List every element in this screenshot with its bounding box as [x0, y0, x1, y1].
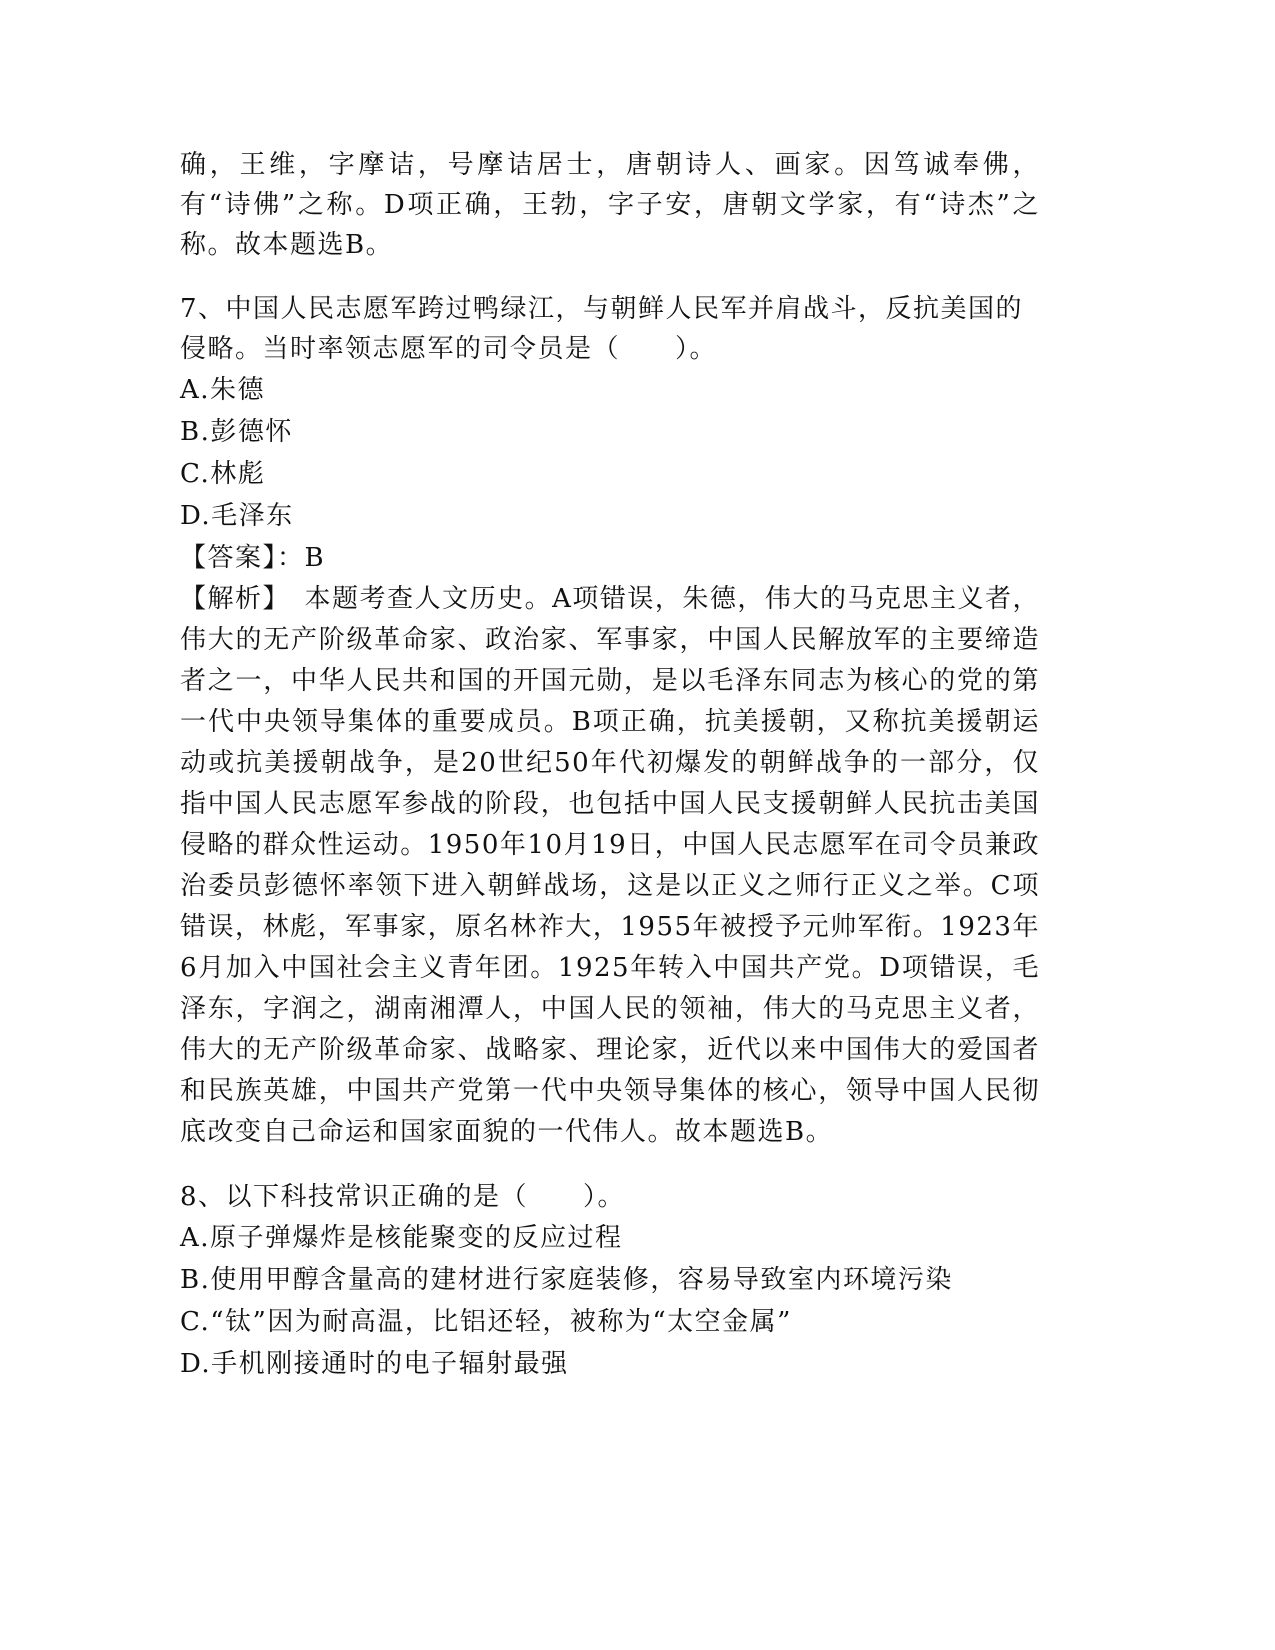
question-8	[180, 1177, 1040, 1385]
question-7-option-b: B.彭德怀	[180, 417, 293, 447]
question-8-stem: 8、以下科技常识正确的是（ ）。	[180, 1182, 626, 1212]
spacer	[180, 1153, 1040, 1177]
question-7-option-d: D.毛泽东	[180, 501, 294, 531]
spacer	[180, 265, 1040, 289]
page-content	[180, 145, 1040, 1385]
question-7-analysis: 【解析】 本题考查人文历史。A项错误，朱德，伟大的马克思主义者，伟大的无产阶级革命家、政治家、军事家，中国人民解放军的主要缔造者之一，中华人民共和国的开国元勋，是以毛泽东同志为核心的党的第一代中央领导集体的重要成员。B项正确，抗美援朝，又称抗美援朝运动或抗美援朝战争，是20世纪50年代初爆发的朝鲜战争的一部分，仅指中国人民志愿军参战的阶段，也包括中国人民支援朝鲜人民抗击美国侵略的群众性运动。1950年10月19日，中国人民志愿军在司令员兼政治委员彭德怀率领下进入朝鲜战场，这是以正义之师行正义之举。C项错误，林彪，军事家，原名林祚大，1955年被授予元帅军衔。1923年6月加入中国社会主义青年团。1925年转入中国共产党。D项错误，毛泽东，字润之，湖南湘潭人，中国人民的领袖，伟大的马克思主义者，伟大的无产阶级革命家、战略家、理论家，近代以来中国伟大的爱国者和民族英雄，中国共产党第一代中央领导集体的核心，领导中国人民彻底改变自己命运和国家面貌的一代伟人。故本题选B。	[180, 584, 1040, 1147]
question-7-option-a: A.朱德	[180, 375, 266, 405]
question-8-option-d: D.手机刚接通时的电子辐射最强	[180, 1349, 569, 1379]
question-7	[180, 289, 1040, 1153]
question-7-option-c: C.林彪	[180, 459, 266, 489]
question-7-answer: 【答案】：B	[180, 543, 326, 573]
question-8-option-c: C.“钛”因为耐高温，比铝还轻，被称为“太空金属”	[180, 1307, 792, 1337]
question-8-option-a: A.原子弹爆炸是核能聚变的反应过程	[180, 1223, 623, 1253]
previous-answer-tail: 确，王维，字摩诘，号摩诘居士，唐朝诗人、画家。因笃诚奉佛，有“诗佛”之称。D项正确，王勃，字子安，唐朝文学家，有“诗杰”之称。故本题选B。	[180, 150, 1040, 260]
question-7-stem: 7、中国人民志愿军跨过鸭绿江，与朝鲜人民军并肩战斗，反抗美国的侵略。当时率领志愿军的司令员是（ ）。	[180, 294, 1024, 364]
question-8-option-b: B.使用甲醇含量高的建材进行家庭装修，容易导致室内环境污染	[180, 1265, 953, 1295]
